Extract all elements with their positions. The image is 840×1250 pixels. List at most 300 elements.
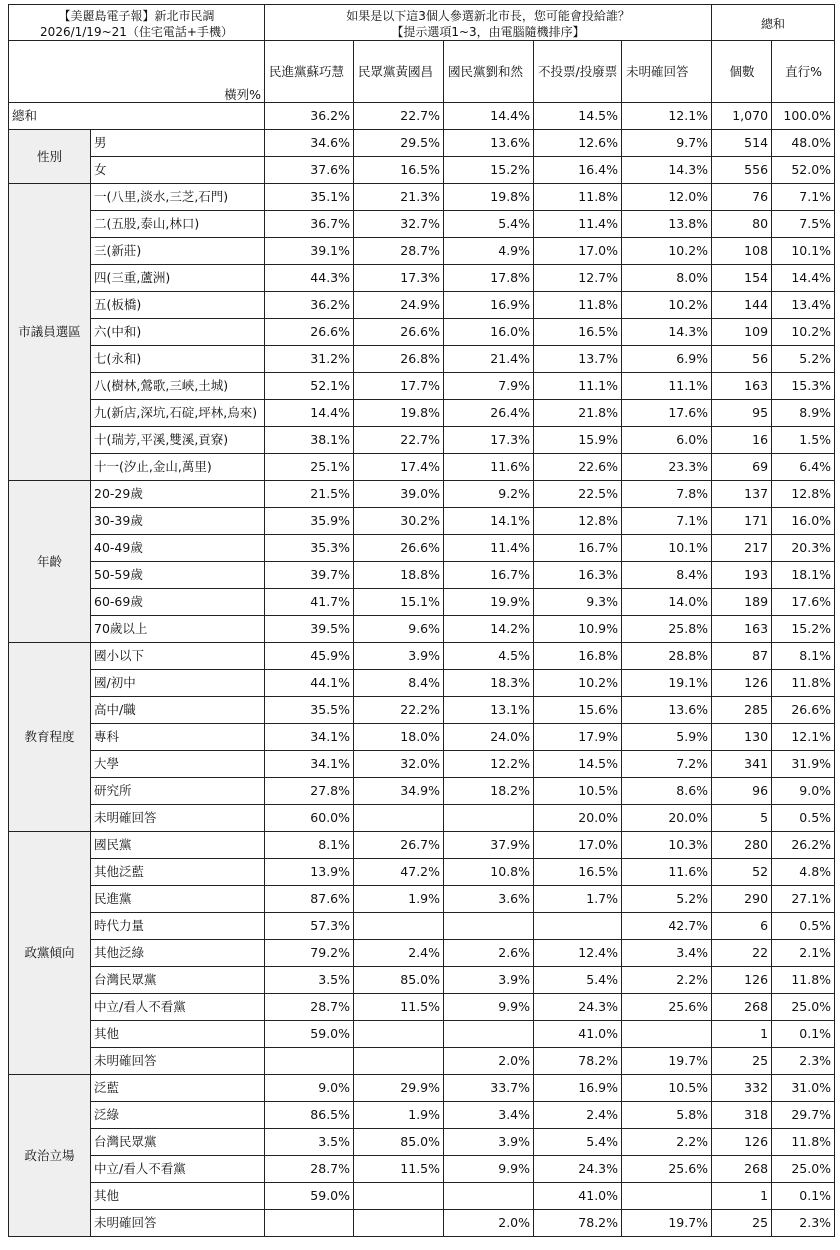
data-cell: 25.8%	[622, 616, 712, 643]
data-cell: 34.6%	[265, 130, 354, 157]
data-cell: 96	[712, 778, 772, 805]
data-cell: 32.0%	[354, 751, 444, 778]
data-cell: 16.0%	[444, 319, 534, 346]
group-label: 政治立場	[9, 1075, 91, 1237]
source-line-2: 2026/1/19~21（住宅電話+手機）	[40, 25, 233, 39]
data-cell	[265, 1210, 354, 1237]
question-header	[265, 5, 712, 41]
data-cell: 16.7%	[444, 562, 534, 589]
data-cell: 12.7%	[534, 265, 622, 292]
total-cell: 12.1%	[622, 103, 712, 130]
data-cell: 15.2%	[444, 157, 534, 184]
data-cell: 26.6%	[354, 535, 444, 562]
row-label: 台灣民眾黨	[91, 1129, 265, 1156]
data-cell: 52	[712, 859, 772, 886]
data-cell: 10.1%	[622, 535, 712, 562]
source-line-1: 【美麗島電子報】新北市民調	[58, 9, 215, 23]
data-cell: 1.7%	[534, 886, 622, 913]
data-cell: 11.5%	[354, 1156, 444, 1183]
data-cell: 13.6%	[622, 697, 712, 724]
data-cell: 6.9%	[622, 346, 712, 373]
data-cell: 31.2%	[265, 346, 354, 373]
data-cell: 28.8%	[622, 643, 712, 670]
data-cell: 9.6%	[354, 616, 444, 643]
data-cell: 16.9%	[534, 1075, 622, 1102]
data-cell: 3.9%	[354, 643, 444, 670]
data-cell: 32.7%	[354, 211, 444, 238]
table-row	[9, 562, 835, 589]
data-cell: 41.0%	[534, 1021, 622, 1048]
data-cell: 20.0%	[622, 805, 712, 832]
col-header-col-pct: 直行%	[772, 41, 835, 103]
data-cell: 60.0%	[265, 805, 354, 832]
data-cell: 126	[712, 967, 772, 994]
data-cell: 3.6%	[444, 886, 534, 913]
data-cell: 14.0%	[622, 589, 712, 616]
data-cell: 35.5%	[265, 697, 354, 724]
table-row	[9, 400, 835, 427]
data-cell: 26.8%	[354, 346, 444, 373]
row-label: 時代力量	[91, 913, 265, 940]
data-cell: 11.8%	[772, 670, 835, 697]
row-label: 其他	[91, 1021, 265, 1048]
total-header: 總和	[712, 5, 835, 41]
data-cell: 8.4%	[354, 670, 444, 697]
data-cell: 36.2%	[265, 292, 354, 319]
table-row	[9, 967, 835, 994]
data-cell	[444, 913, 534, 940]
table-row	[9, 616, 835, 643]
data-cell: 25.0%	[772, 994, 835, 1021]
data-cell: 17.7%	[354, 373, 444, 400]
data-cell: 87	[712, 643, 772, 670]
row-label: 其他	[91, 1183, 265, 1210]
question-line-1: 如果是以下這3個人參選新北市長，您可能會投給誰？	[346, 9, 630, 23]
data-cell: 11.1%	[534, 373, 622, 400]
data-cell: 3.9%	[444, 1129, 534, 1156]
data-cell: 38.1%	[265, 427, 354, 454]
data-cell: 52.0%	[772, 157, 835, 184]
group-label: 市議員選區	[9, 184, 91, 481]
data-cell: 29.9%	[354, 1075, 444, 1102]
table-row	[9, 481, 835, 508]
data-cell: 5.4%	[534, 967, 622, 994]
data-cell: 17.9%	[534, 724, 622, 751]
table-row	[9, 508, 835, 535]
data-cell: 8.1%	[772, 643, 835, 670]
data-cell: 17.0%	[534, 238, 622, 265]
total-cell: 14.4%	[444, 103, 534, 130]
row-label: 國小以下	[91, 643, 265, 670]
data-cell: 2.0%	[444, 1210, 534, 1237]
data-cell	[354, 805, 444, 832]
data-cell: 9.0%	[772, 778, 835, 805]
crosstab-table	[8, 4, 835, 1237]
data-cell: 41.7%	[265, 589, 354, 616]
data-cell: 26.6%	[772, 697, 835, 724]
group-label: 政黨傾向	[9, 832, 91, 1075]
data-cell: 19.1%	[622, 670, 712, 697]
data-cell: 19.7%	[622, 1210, 712, 1237]
data-cell: 5.9%	[622, 724, 712, 751]
table-row	[9, 157, 835, 184]
data-cell	[622, 1021, 712, 1048]
data-cell: 18.8%	[354, 562, 444, 589]
data-cell: 10.1%	[772, 238, 835, 265]
data-cell: 13.4%	[772, 292, 835, 319]
data-cell: 34.1%	[265, 724, 354, 751]
table-row	[9, 319, 835, 346]
data-cell: 11.8%	[772, 1129, 835, 1156]
data-cell: 35.3%	[265, 535, 354, 562]
table-row	[9, 1210, 835, 1237]
row-label: 十一(汐止,金山,萬里)	[91, 454, 265, 481]
data-cell: 2.2%	[622, 967, 712, 994]
data-cell: 13.6%	[444, 130, 534, 157]
data-cell: 76	[712, 184, 772, 211]
data-cell: 341	[712, 751, 772, 778]
data-cell: 7.1%	[772, 184, 835, 211]
data-cell: 2.0%	[444, 1048, 534, 1075]
row-label: 70歲以上	[91, 616, 265, 643]
total-cell: 100.0%	[772, 103, 835, 130]
data-cell: 8.6%	[622, 778, 712, 805]
table-row	[9, 1048, 835, 1075]
row-label: 十(瑞芳,平溪,雙溪,貢寮)	[91, 427, 265, 454]
data-cell: 163	[712, 616, 772, 643]
data-cell: 280	[712, 832, 772, 859]
table-row	[9, 373, 835, 400]
data-cell: 16.5%	[534, 319, 622, 346]
data-cell: 19.8%	[354, 400, 444, 427]
data-cell: 80	[712, 211, 772, 238]
data-cell: 19.8%	[444, 184, 534, 211]
data-cell: 27.8%	[265, 778, 354, 805]
table-row	[9, 724, 835, 751]
total-cell: 1,070	[712, 103, 772, 130]
row-label: 泛藍	[91, 1075, 265, 1102]
data-cell: 10.2%	[622, 292, 712, 319]
row-label: 五(板橋)	[91, 292, 265, 319]
data-cell: 12.0%	[622, 184, 712, 211]
data-cell: 15.2%	[772, 616, 835, 643]
data-cell: 59.0%	[265, 1183, 354, 1210]
row-label: 六(中和)	[91, 319, 265, 346]
group-label: 年齡	[9, 481, 91, 643]
data-cell: 44.3%	[265, 265, 354, 292]
data-cell: 5.2%	[622, 886, 712, 913]
data-cell: 26.7%	[354, 832, 444, 859]
data-cell: 5.4%	[534, 1129, 622, 1156]
data-cell: 59.0%	[265, 1021, 354, 1048]
data-cell: 1	[712, 1183, 772, 1210]
data-cell: 15.3%	[772, 373, 835, 400]
data-cell: 126	[712, 670, 772, 697]
data-cell: 24.3%	[534, 994, 622, 1021]
data-cell: 12.4%	[534, 940, 622, 967]
data-cell: 35.1%	[265, 184, 354, 211]
data-cell: 189	[712, 589, 772, 616]
data-cell: 23.3%	[622, 454, 712, 481]
data-cell: 3.4%	[622, 940, 712, 967]
data-cell: 7.8%	[622, 481, 712, 508]
table-row	[9, 994, 835, 1021]
data-cell	[354, 1048, 444, 1075]
table-row	[9, 1021, 835, 1048]
question-line-2: 【提示選項1~3，由電腦隨機排序】	[391, 25, 585, 39]
data-cell: 14.4%	[265, 400, 354, 427]
table-row	[9, 265, 835, 292]
data-cell: 17.8%	[444, 265, 534, 292]
data-cell: 5.8%	[622, 1102, 712, 1129]
data-cell: 10.2%	[534, 670, 622, 697]
data-cell: 79.2%	[265, 940, 354, 967]
row-label: 40-49歲	[91, 535, 265, 562]
data-cell: 26.2%	[772, 832, 835, 859]
data-cell: 2.2%	[622, 1129, 712, 1156]
data-cell: 22.7%	[354, 427, 444, 454]
data-cell	[534, 913, 622, 940]
data-cell: 47.2%	[354, 859, 444, 886]
data-cell: 11.8%	[534, 292, 622, 319]
data-cell: 20.3%	[772, 535, 835, 562]
data-cell: 25.6%	[622, 994, 712, 1021]
data-cell: 11.5%	[354, 994, 444, 1021]
data-cell: 17.6%	[772, 589, 835, 616]
data-cell: 18.2%	[444, 778, 534, 805]
data-cell: 1.9%	[354, 886, 444, 913]
data-cell: 12.8%	[772, 481, 835, 508]
data-cell: 137	[712, 481, 772, 508]
data-cell: 30.2%	[354, 508, 444, 535]
data-cell: 52.1%	[265, 373, 354, 400]
table-row	[9, 454, 835, 481]
data-cell: 8.1%	[265, 832, 354, 859]
data-cell: 11.1%	[622, 373, 712, 400]
data-cell: 22.5%	[534, 481, 622, 508]
row-label: 其他泛綠	[91, 940, 265, 967]
data-cell: 20.0%	[534, 805, 622, 832]
row-label: 三(新莊)	[91, 238, 265, 265]
data-cell: 16.4%	[534, 157, 622, 184]
data-cell	[444, 1021, 534, 1048]
table-row	[9, 1102, 835, 1129]
data-cell: 193	[712, 562, 772, 589]
row-label: 其他泛藍	[91, 859, 265, 886]
data-cell: 154	[712, 265, 772, 292]
table-row	[9, 130, 835, 157]
data-cell: 14.3%	[622, 157, 712, 184]
data-cell: 318	[712, 1102, 772, 1129]
data-cell: 13.1%	[444, 697, 534, 724]
data-cell: 10.5%	[622, 1075, 712, 1102]
data-cell: 24.3%	[534, 1156, 622, 1183]
data-cell: 16.5%	[534, 859, 622, 886]
data-cell: 0.5%	[772, 913, 835, 940]
data-cell: 0.1%	[772, 1183, 835, 1210]
total-row-label: 總和	[9, 103, 265, 130]
table-row	[9, 535, 835, 562]
data-cell: 13.8%	[622, 211, 712, 238]
row-label: 中立/看人不看黨	[91, 1156, 265, 1183]
data-cell: 25.0%	[772, 1156, 835, 1183]
data-cell: 42.7%	[622, 913, 712, 940]
data-cell: 16.9%	[444, 292, 534, 319]
data-cell: 34.1%	[265, 751, 354, 778]
row-label: 台灣民眾黨	[91, 967, 265, 994]
data-cell: 48.0%	[772, 130, 835, 157]
data-cell: 21.8%	[534, 400, 622, 427]
data-cell: 6	[712, 913, 772, 940]
row-label: 八(樹林,鶯歌,三峽,土城)	[91, 373, 265, 400]
data-cell: 1	[712, 1021, 772, 1048]
data-cell: 25	[712, 1048, 772, 1075]
data-cell: 18.0%	[354, 724, 444, 751]
data-cell: 16.0%	[772, 508, 835, 535]
data-cell: 28.7%	[265, 994, 354, 1021]
row-label: 女	[91, 157, 265, 184]
row-label: 60-69歲	[91, 589, 265, 616]
data-cell	[444, 805, 534, 832]
data-cell: 26.4%	[444, 400, 534, 427]
data-cell: 19.9%	[444, 589, 534, 616]
data-cell: 15.1%	[354, 589, 444, 616]
data-cell: 17.4%	[354, 454, 444, 481]
table-row	[9, 238, 835, 265]
table-row	[9, 913, 835, 940]
table-row	[9, 427, 835, 454]
row-label: 大學	[91, 751, 265, 778]
data-cell: 21.4%	[444, 346, 534, 373]
row-label: 30-39歲	[91, 508, 265, 535]
data-cell: 3.5%	[265, 967, 354, 994]
data-cell: 4.8%	[772, 859, 835, 886]
data-cell: 5.2%	[772, 346, 835, 373]
data-cell: 22.6%	[534, 454, 622, 481]
data-cell	[354, 1210, 444, 1237]
data-cell: 15.6%	[534, 697, 622, 724]
table-row	[9, 1075, 835, 1102]
data-cell	[354, 913, 444, 940]
data-cell: 39.0%	[354, 481, 444, 508]
row-percent-label: 橫列%	[9, 41, 265, 103]
data-cell: 22.2%	[354, 697, 444, 724]
table-row	[9, 1183, 835, 1210]
row-label: 未明確回答	[91, 1048, 265, 1075]
table-row	[9, 292, 835, 319]
data-cell: 18.3%	[444, 670, 534, 697]
data-cell: 78.2%	[534, 1210, 622, 1237]
data-cell: 17.3%	[354, 265, 444, 292]
data-cell: 41.0%	[534, 1183, 622, 1210]
data-cell: 268	[712, 1156, 772, 1183]
row-label: 專科	[91, 724, 265, 751]
row-label: 20-29歲	[91, 481, 265, 508]
data-cell: 25	[712, 1210, 772, 1237]
data-cell: 9.3%	[534, 589, 622, 616]
data-cell: 2.4%	[354, 940, 444, 967]
data-cell: 0.5%	[772, 805, 835, 832]
data-cell: 10.3%	[622, 832, 712, 859]
data-cell: 5	[712, 805, 772, 832]
data-cell: 16.3%	[534, 562, 622, 589]
data-cell: 85.0%	[354, 967, 444, 994]
data-cell	[622, 1183, 712, 1210]
source-title	[9, 5, 265, 41]
table-row	[9, 886, 835, 913]
data-cell: 39.7%	[265, 562, 354, 589]
data-cell: 6.0%	[622, 427, 712, 454]
row-label: 二(五股,泰山,林口)	[91, 211, 265, 238]
data-cell: 16.7%	[534, 535, 622, 562]
data-cell: 69	[712, 454, 772, 481]
table-row	[9, 211, 835, 238]
data-cell: 19.7%	[622, 1048, 712, 1075]
data-cell: 11.8%	[772, 967, 835, 994]
data-cell: 8.4%	[622, 562, 712, 589]
data-cell: 37.6%	[265, 157, 354, 184]
table-row	[9, 751, 835, 778]
data-cell: 8.0%	[622, 265, 712, 292]
row-label: 高中/職	[91, 697, 265, 724]
row-label: 研究所	[91, 778, 265, 805]
data-cell: 17.3%	[444, 427, 534, 454]
col-header-no-vote: 不投票/投廢票	[534, 41, 622, 103]
data-cell: 9.9%	[444, 994, 534, 1021]
data-cell: 108	[712, 238, 772, 265]
row-label: 泛綠	[91, 1102, 265, 1129]
data-cell: 109	[712, 319, 772, 346]
data-cell: 217	[712, 535, 772, 562]
data-cell: 9.0%	[265, 1075, 354, 1102]
data-cell: 10.2%	[622, 238, 712, 265]
row-label: 民進黨	[91, 886, 265, 913]
data-cell: 12.6%	[534, 130, 622, 157]
row-label: 男	[91, 130, 265, 157]
data-cell: 17.6%	[622, 400, 712, 427]
data-cell: 14.1%	[444, 508, 534, 535]
data-cell: 13.9%	[265, 859, 354, 886]
data-cell: 332	[712, 1075, 772, 1102]
table-row	[9, 805, 835, 832]
total-cell: 36.2%	[265, 103, 354, 130]
data-cell: 290	[712, 886, 772, 913]
data-cell: 2.3%	[772, 1210, 835, 1237]
data-cell: 130	[712, 724, 772, 751]
data-cell: 3.9%	[444, 967, 534, 994]
table-row	[9, 697, 835, 724]
data-cell: 57.3%	[265, 913, 354, 940]
data-cell	[444, 1183, 534, 1210]
data-cell: 44.1%	[265, 670, 354, 697]
table-row	[9, 589, 835, 616]
table-row	[9, 643, 835, 670]
data-cell: 2.4%	[534, 1102, 622, 1129]
data-cell: 126	[712, 1129, 772, 1156]
data-cell: 14.2%	[444, 616, 534, 643]
data-cell: 7.9%	[444, 373, 534, 400]
data-cell	[354, 1183, 444, 1210]
data-cell: 16.8%	[534, 643, 622, 670]
data-cell: 18.1%	[772, 562, 835, 589]
row-label: 未明確回答	[91, 805, 265, 832]
data-cell: 10.5%	[534, 778, 622, 805]
data-cell: 24.9%	[354, 292, 444, 319]
data-cell: 7.1%	[622, 508, 712, 535]
table-row	[9, 1129, 835, 1156]
data-cell: 9.7%	[622, 130, 712, 157]
data-cell: 34.9%	[354, 778, 444, 805]
